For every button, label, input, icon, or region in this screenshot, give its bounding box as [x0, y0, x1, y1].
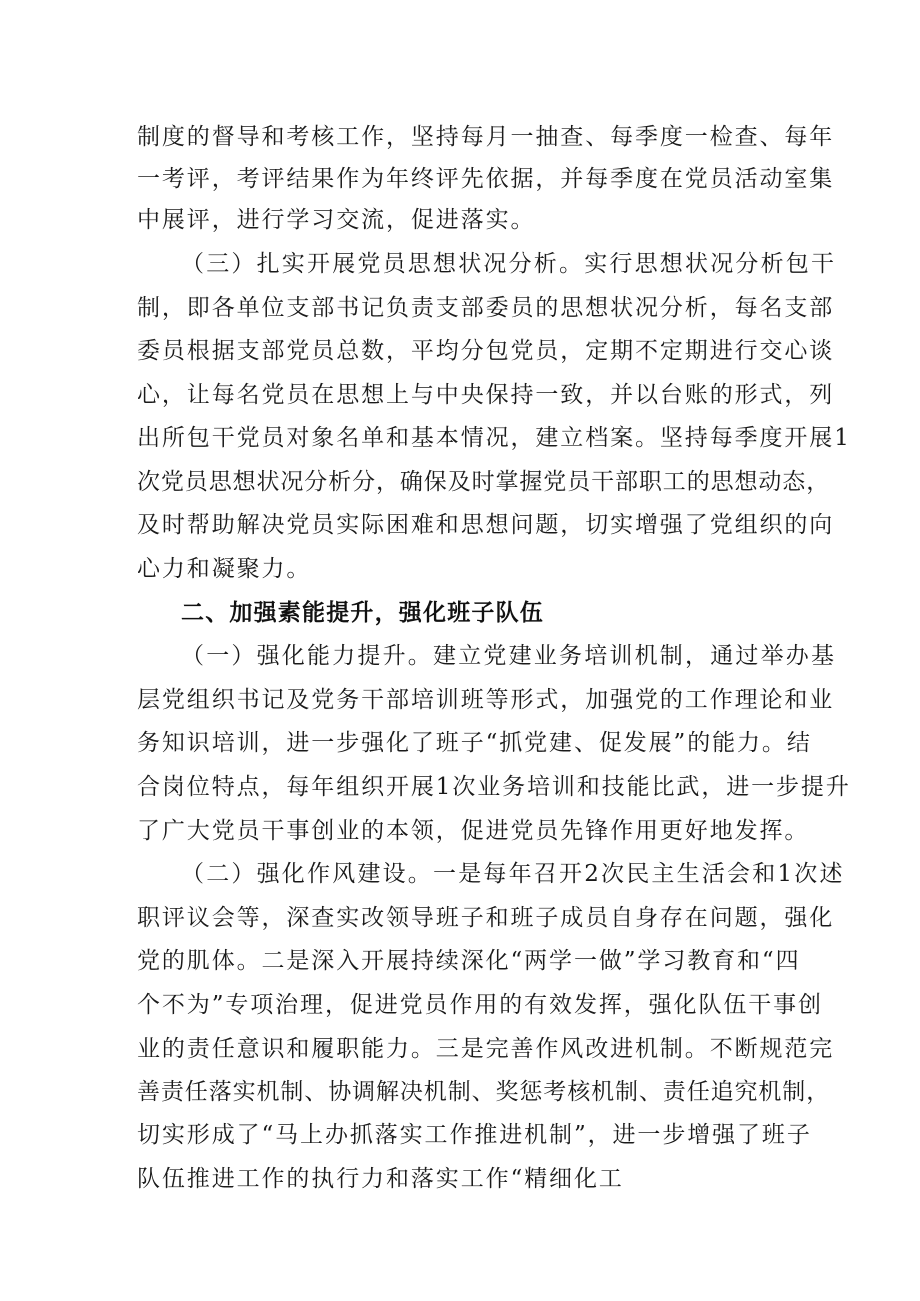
body-text-line: 制度的督导和考核工作，坚持每月一抽查、每季度一检查、每年 [137, 124, 835, 150]
body-text-line: 心力和凝聚力。 [137, 556, 312, 582]
body-text-line: 务知识培训，进一步强化了班子“抓党建、促发展”的能力。结 [137, 730, 812, 756]
body-text-line: 层党组织书记及党务干部培训班等形式，加强党的工作理论和业 [137, 687, 835, 713]
body-text-line: 队伍推进工作的执行力和落实工作“精细化工 [137, 1166, 624, 1192]
subheading-line: （二）强化作风建设。一是每年召开2次民主生活会和1次述 [181, 861, 845, 887]
body-text-line: 及时帮助解决党员实际困难和思想问题，切实增强了党组织的向 [137, 512, 835, 538]
subheading-line: （三）扎实开展党员思想状况分析。实行思想状况分析包干 [181, 251, 837, 277]
body-text-line: 业的责任意识和履职能力。三是完善作风改进机制。不断规范完 [137, 1036, 835, 1062]
section-heading: 二、加强素能提升，强化班子队伍 [181, 600, 544, 626]
body-text-line: 心，让每名党员在思想上与中央保持一致，并以台账的形式，列 [137, 382, 835, 408]
body-text-line: 次党员思想状况分析分，确保及时掌握党员干部职工的思想动态， [137, 469, 831, 495]
body-text-line: 切实形成了“马上办抓落实工作推进机制”，进一步增强了班子 [137, 1122, 812, 1148]
body-text-line: 合岗位特点，每年组织开展1次业务培训和技能比武，进一步提升 [137, 774, 851, 800]
body-text-line: 中展评，进行学习交流，促进落实。 [137, 207, 536, 233]
body-text-line: 了广大党员干事创业的本领，促进党员先锋作用更好地发挥。 [137, 818, 810, 844]
body-text-line: 出所包干党员对象名单和基本情况，建立档案。坚持每季度开展1 [137, 425, 851, 451]
body-text-line: 一考评，考评结果作为年终评先依据，并每季度在党员活动室集 [137, 166, 835, 192]
body-text-line: 个不为”专项治理，促进党员作用的有效发挥，强化队伍干事创 [137, 992, 823, 1018]
subheading-line: （一）强化能力提升。建立党建业务培训机制，通过举办基 [181, 643, 837, 669]
body-text-line: 职评议会等，深查实改领导班子和班子成员自身存在问题，强化 [137, 905, 835, 931]
body-text-line: 善责任落实机制、协调解决机制、奖惩考核机制、责任追究机制， [137, 1079, 831, 1105]
body-text-line: 党的肌体。二是深入开展持续深化“两学一做”学习教育和“四 [137, 948, 801, 974]
body-text-line: 委员根据支部党员总数，平均分包党员，定期不定期进行交心谈 [137, 338, 835, 364]
body-text-line: 制，即各单位支部书记负责支部委员的思想状况分析，每名支部 [137, 295, 835, 321]
